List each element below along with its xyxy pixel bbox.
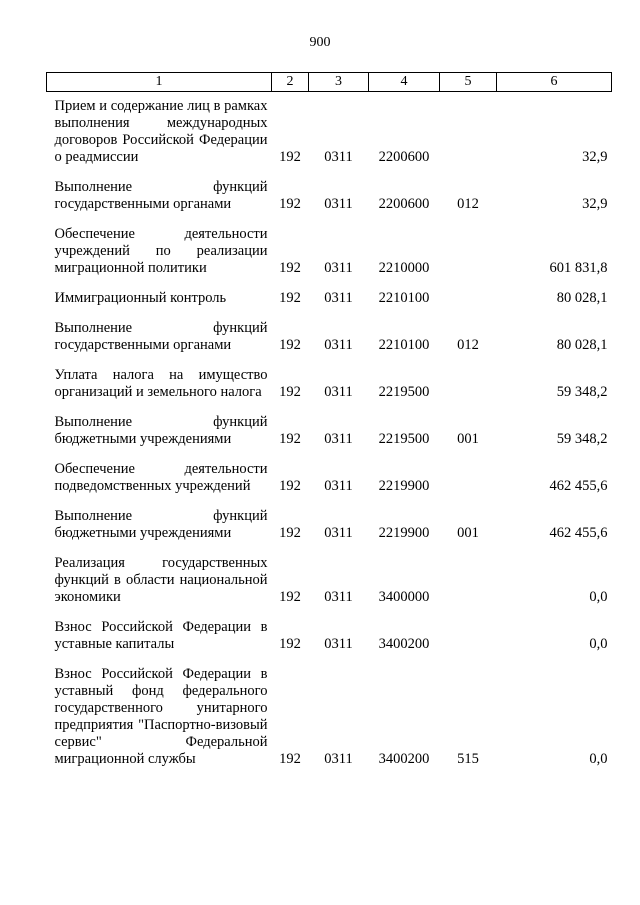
row-target-code: 3400000 — [378, 589, 430, 605]
row-expense-type: 012 — [457, 196, 479, 212]
row-section-code: 0311 — [324, 290, 353, 306]
table-row — [47, 354, 612, 401]
row-admin-code: 192 — [279, 290, 301, 306]
row-amount: 59 348,2 — [556, 384, 608, 400]
row-expense-type: 012 — [457, 337, 479, 353]
row-admin-code: 192 — [279, 260, 301, 276]
row-expense-type — [440, 92, 497, 167]
table-row — [47, 92, 612, 167]
row-name: Обеспечение деятельности учреждений по реализации миграционной политики — [54, 226, 268, 276]
table-row — [47, 307, 612, 354]
row-target-code: 2210000 — [378, 260, 430, 276]
row-section-code: 0311 — [324, 751, 353, 767]
row-section-code: 0311 — [324, 149, 353, 165]
row-target-code: 2210100 — [378, 337, 430, 353]
row-amount: 0,0 — [589, 589, 608, 605]
row-amount: 601 831,8 — [549, 260, 608, 276]
row-target-code: 2219900 — [378, 478, 430, 494]
row-target-code: 2219500 — [378, 384, 430, 400]
row-admin-code: 192 — [279, 384, 301, 400]
header-col-4: 4 — [369, 73, 440, 92]
row-amount: 59 348,2 — [556, 431, 608, 447]
row-name: Выполнение функций бюджетными учреждениями — [54, 508, 268, 541]
row-expense-type — [440, 354, 497, 401]
row-amount: 32,9 — [582, 196, 608, 212]
row-admin-code: 192 — [279, 525, 301, 541]
row-amount: 0,0 — [589, 636, 608, 652]
row-expense-type: 515 — [457, 751, 479, 767]
header-col-6: 6 — [497, 73, 612, 92]
row-admin-code: 192 — [279, 589, 301, 605]
header-col-3: 3 — [309, 73, 369, 92]
row-expense-type: 001 — [457, 431, 479, 447]
row-amount: 32,9 — [582, 149, 608, 165]
header-col-1: 1 — [47, 73, 272, 92]
row-target-code: 2210100 — [378, 290, 430, 306]
row-expense-type — [440, 277, 497, 307]
row-expense-type — [440, 213, 497, 277]
row-admin-code: 192 — [279, 636, 301, 652]
row-amount: 80 028,1 — [556, 337, 608, 353]
row-target-code: 2219900 — [378, 525, 430, 541]
row-admin-code: 192 — [279, 431, 301, 447]
row-section-code: 0311 — [324, 478, 353, 494]
table-row — [47, 495, 612, 542]
row-amount: 462 455,6 — [549, 478, 608, 494]
row-target-code: 3400200 — [378, 751, 430, 767]
row-name: Иммиграционный контроль — [54, 290, 227, 306]
row-section-code: 0311 — [324, 636, 353, 652]
row-section-code: 0311 — [324, 196, 353, 212]
table-row — [47, 448, 612, 495]
row-name: Выполнение функций государственными органами — [54, 179, 268, 212]
row-name: Реализация государственных функций в области национальной экономики — [54, 555, 268, 605]
row-target-code: 2219500 — [378, 431, 430, 447]
table-row — [47, 542, 612, 606]
row-name: Уплата налога на имущество организаций и земельного налога — [54, 367, 268, 400]
row-section-code: 0311 — [324, 260, 353, 276]
table-row — [47, 401, 612, 448]
row-amount: 0,0 — [589, 751, 608, 767]
row-name: Прием и содержание лиц в рамках выполнения международных договоров Российской Федерации о реадмиссии — [54, 98, 268, 165]
row-section-code: 0311 — [324, 589, 353, 605]
table-row — [47, 213, 612, 277]
row-expense-type: 001 — [457, 525, 479, 541]
row-section-code: 0311 — [324, 337, 353, 353]
row-target-code: 2200600 — [378, 149, 430, 165]
row-admin-code: 192 — [279, 149, 301, 165]
budget-table — [46, 72, 612, 768]
row-target-code: 3400200 — [378, 636, 430, 652]
header-row — [47, 73, 612, 92]
header-col-2: 2 — [272, 73, 309, 92]
row-amount: 80 028,1 — [556, 290, 608, 306]
row-amount: 462 455,6 — [549, 525, 608, 541]
row-admin-code: 192 — [279, 478, 301, 494]
row-name: Выполнение функций государственными органами — [54, 320, 268, 353]
row-section-code: 0311 — [324, 431, 353, 447]
table-row — [47, 653, 612, 768]
table-row — [47, 606, 612, 653]
row-expense-type — [440, 542, 497, 606]
row-section-code: 0311 — [324, 525, 353, 541]
row-admin-code: 192 — [279, 337, 301, 353]
page-number: 900 — [309, 35, 331, 50]
row-expense-type — [440, 606, 497, 653]
row-name: Взнос Российской Федерации в уставный фонд федерального государственного унитарного предприятия "Паспортно-визовый сервис" Федеральной миграционной службы — [54, 666, 268, 767]
row-section-code: 0311 — [324, 384, 353, 400]
row-admin-code: 192 — [279, 196, 301, 212]
row-target-code: 2200600 — [378, 196, 430, 212]
row-admin-code: 192 — [279, 751, 301, 767]
table-row — [47, 166, 612, 213]
row-name: Взнос Российской Федерации в уставные капиталы — [54, 619, 268, 652]
row-name: Выполнение функций бюджетными учреждениями — [54, 414, 268, 447]
row-name: Обеспечение деятельности подведомственных учреждений — [54, 461, 268, 494]
header-col-5: 5 — [440, 73, 497, 92]
table-row — [47, 277, 612, 307]
row-expense-type — [440, 448, 497, 495]
